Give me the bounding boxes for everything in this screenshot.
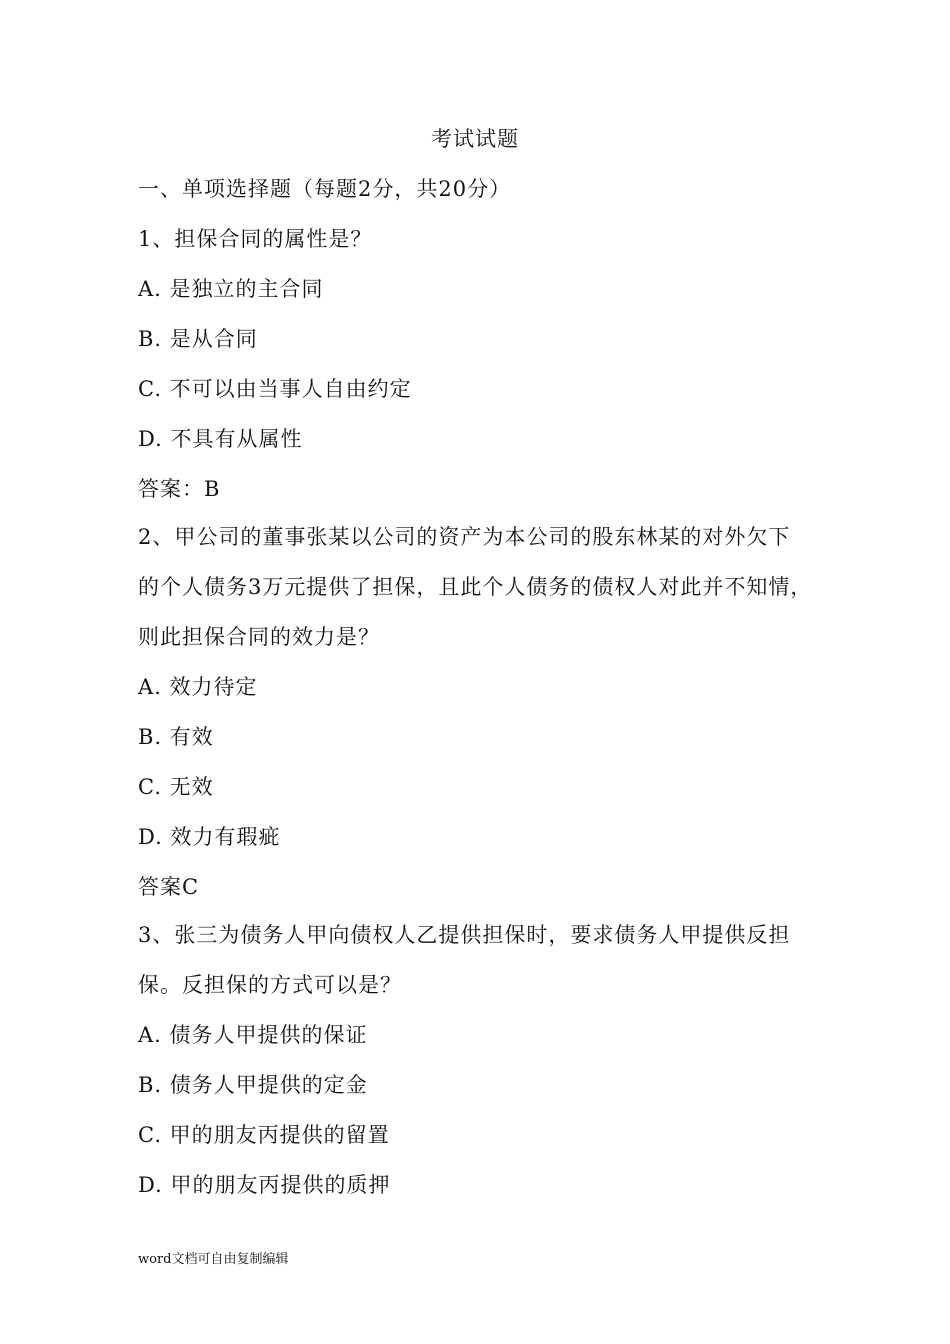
question-3-option-b: B. 债务人甲提供的定金: [138, 1073, 368, 1097]
question-3-stem-line-1: 3、张三为债务人甲向债权人乙提供担保时，要求债务人甲提供反担: [138, 923, 791, 947]
question-2-stem-line-3: 则此担保合同的效力是？: [138, 625, 380, 649]
question-1-stem: 1、担保合同的属性是？: [138, 227, 373, 251]
question-3-option-a: A. 债务人甲提供的保证: [138, 1023, 368, 1047]
question-2-option-b: B. 有效: [138, 725, 214, 749]
question-2-option-a: A. 效力待定: [138, 675, 258, 699]
question-3-option-d: D. 甲的朋友丙提供的质押: [138, 1173, 391, 1197]
question-1-option-a: A. 是独立的主合同: [138, 277, 324, 301]
question-1-answer: 答案：B: [138, 477, 221, 501]
question-1-option-c: C. 不可以由当事人自由约定: [138, 377, 412, 401]
page-footer: word文档可自由复制编辑: [138, 1252, 289, 1267]
question-2-option-d: D. 效力有瑕疵: [138, 825, 281, 849]
page-title: 考试试题: [431, 127, 519, 151]
section-heading: 一、单项选择题（每题2分，共20分）: [138, 177, 512, 201]
question-2-answer: 答案C: [138, 875, 200, 899]
question-1-option-d: D. 不具有从属性: [138, 427, 303, 451]
question-1-option-b: B. 是从合同: [138, 327, 258, 351]
question-2-stem-line-2: 的个人债务3万元提供了担保，且此个人债务的债权人对此并不知情，: [138, 575, 813, 599]
question-3-option-c: C. 甲的朋友丙提供的留置: [138, 1123, 390, 1147]
question-2-option-c: C. 无效: [138, 775, 214, 799]
question-3-stem-line-2: 保。反担保的方式可以是？: [138, 973, 402, 997]
question-2-stem-line-1: 2、甲公司的董事张某以公司的资产为本公司的股东林某的对外欠下: [138, 525, 791, 549]
